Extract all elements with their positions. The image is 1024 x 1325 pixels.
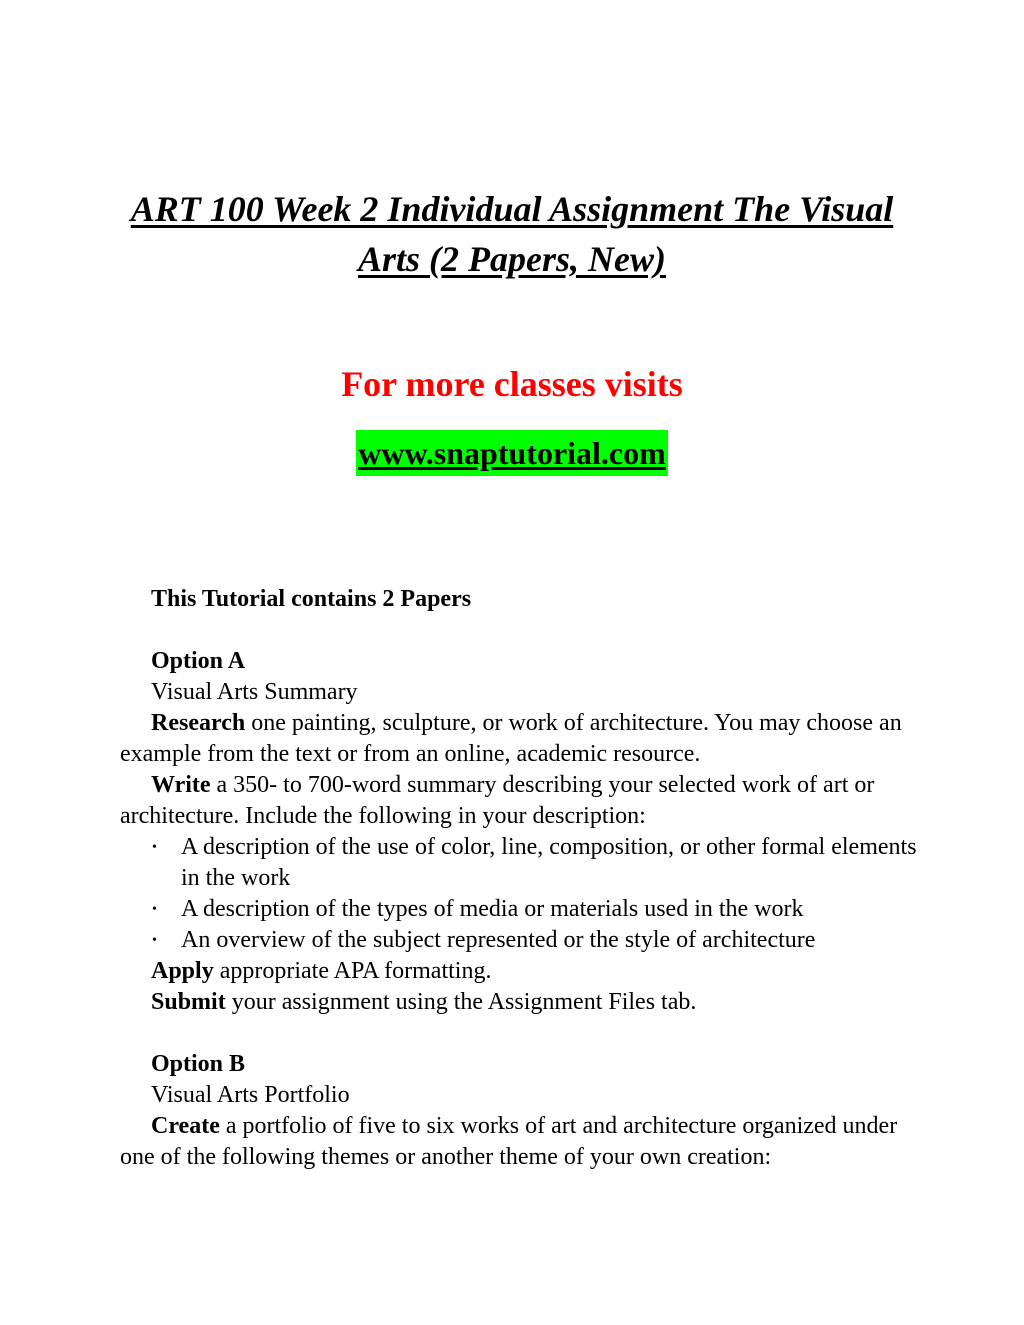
submit-text: your assignment using the Assignment Files tab. [225,989,697,1015]
option-a-subtitle: Visual Arts Summary [151,679,358,705]
research-text: one painting, sculpture, or work of architecture. You may choose an example from the text or from an online, academic resource. [120,710,902,767]
write-label: Write [151,772,211,798]
apply-label: Apply [151,958,214,984]
bullet-icon: • [152,933,157,948]
intro-text: This Tutorial contains 2 Papers [151,586,472,612]
apply-text: appropriate APA formatting. [213,958,492,984]
option-a-apply-paragraph [120,956,920,987]
create-label: Create [151,1113,220,1139]
list-item-text: An overview of the subject represented or the style of architecture [181,927,816,953]
option-a-heading [120,646,920,677]
option-b-subtitle: Visual Arts Portfolio [151,1082,350,1108]
list-item-text: A description of the use of color, line, composition, or other formal elements in the work [181,834,917,891]
option-a-heading-text: Option A [151,648,246,674]
spacer [120,615,920,646]
site-link-wrapper [0,430,1024,476]
option-b-create-paragraph [120,1111,920,1173]
list-item [152,832,920,894]
bullet-icon: • [152,840,157,855]
research-label: Research [151,710,246,736]
option-b-heading-text: Option B [151,1051,246,1077]
create-text: a portfolio of five to six works of art and architecture organized under one of the following themes or another theme of your own creation: [120,1113,898,1170]
list-item [152,925,920,956]
promo-text: For more classes visits [341,364,683,404]
site-link[interactable]: www.snaptutorial.com [356,430,668,476]
list-item [152,894,920,925]
list-item-text: A description of the types of media or materials used in the work [181,896,804,922]
option-a-write-paragraph [120,770,920,832]
document-title: ART 100 Week 2 Individual Assignment The Visual Arts (2 Papers, New) [130,189,894,279]
option-a-bullet-list [120,832,920,956]
bullet-icon: • [152,902,157,917]
spacer [120,1018,920,1049]
document-body [120,584,920,1173]
submit-label: Submit [151,989,226,1015]
option-a-submit-paragraph [120,987,920,1018]
intro-heading [120,584,920,615]
option-a-research-paragraph [120,708,920,770]
write-text: a 350- to 700-word summary describing your selected work of art or architecture. Include the following in your description: [120,772,875,829]
option-b-heading [120,1049,920,1080]
